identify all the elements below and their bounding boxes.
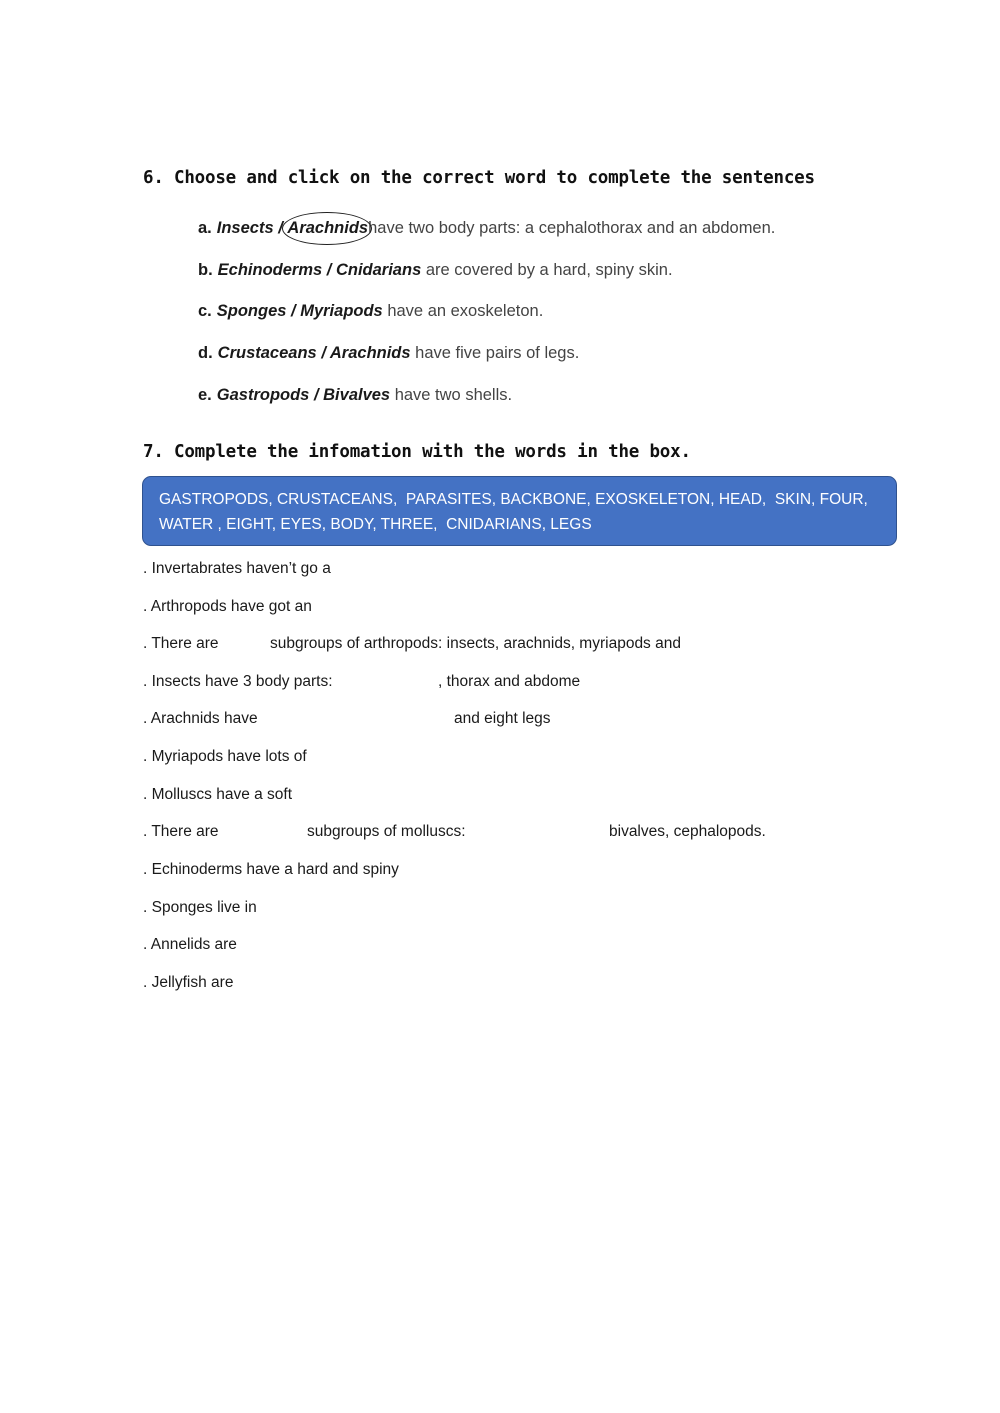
sentence-text: . Arachnids have (143, 710, 258, 727)
answer-blank[interactable] (335, 596, 509, 620)
word-bank-line-1: GASTROPODS, CRUSTACEANS, PARASITES, BACKBONE, EXOSKELETON, HEAD, SKIN, FOUR, (159, 491, 868, 508)
answer-blank[interactable] (351, 671, 441, 695)
option-separator: / (273, 219, 288, 237)
answer-blank[interactable] (231, 633, 271, 657)
sentence-text: . There are (143, 823, 219, 840)
option-gastropods[interactable]: Gastropods (216, 386, 310, 404)
option-separator: / (286, 302, 301, 320)
sentence-text: . Insects have 3 body parts: (143, 673, 333, 690)
answer-blank[interactable] (723, 633, 877, 657)
answer-blank[interactable] (483, 821, 607, 845)
option-separator: / (309, 386, 324, 404)
option-separator: / (322, 261, 336, 279)
option-insects[interactable]: Insects (216, 219, 274, 237)
question-6-heading: 6. Choose and click on the correct word to complete the sentences (143, 168, 815, 188)
sentence-text: subgroups of molluscs: (307, 823, 466, 840)
sentence-rest: have five pairs of legs. (410, 344, 580, 362)
sentence-text: . Molluscs have a soft (143, 786, 293, 803)
option-crustaceans[interactable]: Crustaceans (217, 344, 317, 362)
option-cnidarians[interactable]: Cnidarians (335, 261, 422, 279)
sentence-rest: have two body parts: a cephalothorax and an abdomen. (368, 219, 776, 237)
answer-blank[interactable] (243, 972, 407, 996)
choice-item-e (198, 386, 512, 405)
sentence-text: . Sponges live in (143, 899, 257, 916)
word-bank-box (142, 476, 897, 546)
answer-blank[interactable] (231, 821, 307, 845)
option-myriapods[interactable]: Myriapods (300, 302, 383, 320)
answer-blank[interactable] (421, 859, 585, 883)
sentence-text: bivalves, cephalopods. (609, 823, 766, 840)
sentence-text: . Annelids are (143, 936, 237, 953)
word-bank-line-2: WATER , EIGHT, EYES, BODY, THREE, CNIDARIANS, LEGS (159, 515, 592, 533)
item-letter: c. (198, 302, 212, 320)
sentence-text: . Jellyfish are (143, 974, 234, 991)
sentence-text: and eight legs (454, 710, 551, 727)
sentence-text: . There are (143, 635, 219, 652)
item-letter: e. (198, 386, 212, 404)
sentence-text: , thorax and abdome (438, 673, 581, 690)
sentence-rest: have two shells. (390, 386, 513, 404)
sentence-text: . Myriapods have lots of (143, 748, 307, 765)
item-letter: b. (198, 261, 213, 279)
answer-blank[interactable] (249, 934, 413, 958)
choice-item-b (198, 261, 673, 280)
option-arachnids[interactable]: Arachnids (329, 344, 411, 362)
question-7-heading: 7. Complete the infomation with the words in the box. (143, 442, 691, 462)
sentence-rest: have an exoskeleton. (382, 302, 544, 320)
option-separator: / (316, 344, 330, 362)
option-echinoderms[interactable]: Echinoderms (217, 261, 323, 279)
choice-item-d (198, 344, 579, 363)
sentence-text: . Arthropods have got an (143, 598, 312, 615)
item-letter: d. (198, 344, 213, 362)
choice-item-c (198, 302, 543, 321)
option-sponges[interactable]: Sponges (216, 302, 287, 320)
choice-item-a (198, 219, 775, 238)
option-bivalves[interactable]: Bivalves (323, 386, 391, 404)
answer-blank[interactable] (267, 897, 431, 921)
option-arachnids-selected[interactable]: Arachnids (287, 219, 369, 237)
answer-blank[interactable] (271, 708, 455, 732)
answer-blank[interactable] (355, 558, 519, 582)
sentence-text: subgroups of arthropods: insects, arachnids, myriapods and (270, 635, 681, 652)
sentence-text: . Invertabrates haven’t go a (143, 560, 331, 577)
answer-blank[interactable] (309, 784, 473, 808)
item-letter: a. (198, 219, 212, 237)
sentence-text: . Echinoderms have a hard and spiny (143, 861, 399, 878)
sentence-rest: are covered by a hard, spiny skin. (421, 261, 673, 279)
answer-blank[interactable] (329, 746, 493, 770)
